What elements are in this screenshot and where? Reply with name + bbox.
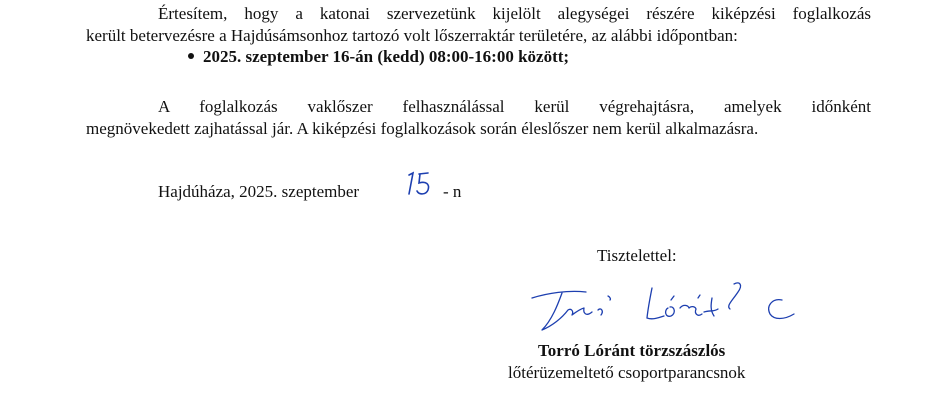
bullet-icon <box>188 53 194 59</box>
paragraph-2-line-1: A foglalkozás vaklőszer felhasználással kerül végrehajtásra, amelyek időnként <box>158 97 871 116</box>
date-suffix: - n <box>443 182 462 201</box>
handwritten-day-icon <box>400 170 442 200</box>
signatory-title: lőtérüzemeltető csoportparancsnok <box>508 363 746 382</box>
paragraph-1-line-2: került betervezésre a Hajdúsámsonhoz tartozó volt lőszerraktár területére, az alábbi időpontban: <box>86 26 738 45</box>
schedule-item: 2025. szeptember 16-án (kedd) 08:00-16:00 között; <box>203 47 570 66</box>
paragraph-1-line-1: Értesítem, hogy a katonai szervezetünk kijelölt alegységei részére kiképzési foglalkozás <box>158 4 871 23</box>
date-place-line: Hajdúháza, 2025. szeptember <box>158 182 360 201</box>
signature <box>528 276 808 336</box>
handwritten-day <box>400 170 442 200</box>
signature-icon <box>528 276 808 336</box>
closing-greeting: Tisztelettel: <box>597 246 677 265</box>
paragraph-2-line-2: megnövekedett zajhatással jár. A kiképzési foglalkozások során éleslőszer nem kerül alkalmazásra. <box>86 119 759 138</box>
signatory-name: Torró Lóránt törzszászlós <box>538 341 726 360</box>
